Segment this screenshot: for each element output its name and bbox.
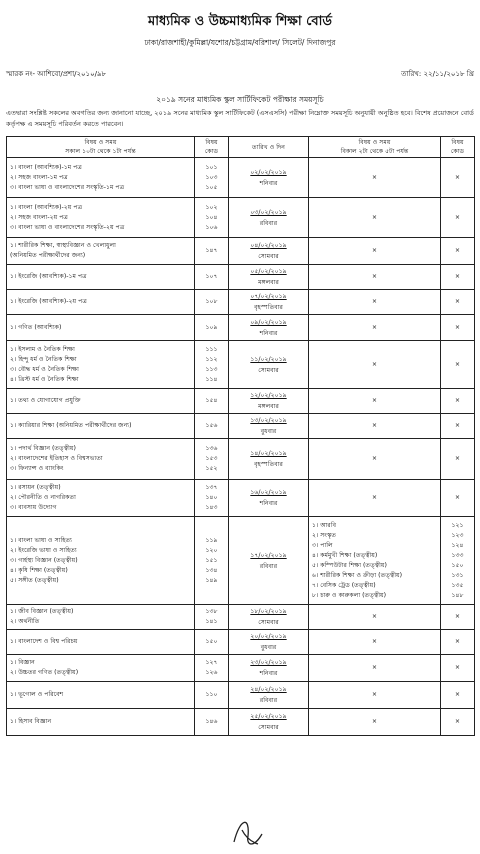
- afternoon-codes: [441, 315, 475, 341]
- afternoon-codes: [441, 630, 475, 655]
- signature: [228, 812, 268, 852]
- afternoon-subjects-line: ×: [371, 173, 378, 181]
- afternoon-subjects: [309, 414, 441, 439]
- subject-codes-line: ১১১: [205, 345, 218, 353]
- exam-date-day: [229, 630, 309, 655]
- exam-date: ১৭/০২/২০১৯: [250, 551, 287, 559]
- afternoon-codes-line: ×: [454, 494, 461, 501]
- subject-codes-line: ১১৪: [205, 375, 218, 383]
- afternoon-subjects-line: ৩। পালি: [312, 541, 333, 549]
- exam-day: সোমবার: [258, 366, 279, 374]
- afternoon-codes-line: ১২৪: [451, 541, 464, 549]
- morning-subjects-line: ২। ইংরেজি ভাষা ও সাহিত্য: [10, 546, 77, 554]
- afternoon-codes: [441, 439, 475, 480]
- exam-date-day: [229, 315, 309, 341]
- exam-date-day: [229, 517, 309, 605]
- memo-date: তারিখ: ২২/১১/২০১৮ খ্রি: [401, 70, 474, 78]
- exam-day: সোমবার: [258, 724, 279, 731]
- exam-day: রবিবার: [259, 219, 278, 227]
- subject-codes-line: ১০৫: [205, 183, 218, 191]
- afternoon-codes: [441, 655, 475, 682]
- exam-date: ১৬/০২/২০১৯: [250, 489, 287, 496]
- exam-date-day: [229, 414, 309, 439]
- subject-codes: [195, 315, 229, 341]
- exam-date-day: [229, 265, 309, 290]
- exam-date: ০২/০২/২০১৯: [250, 168, 287, 176]
- table-row: [7, 198, 475, 238]
- table-row: [7, 414, 475, 439]
- subject-codes-line: ১০৬: [205, 223, 218, 231]
- morning-subjects-line: ১। ইসলাম ও নৈতিক শিক্ষা: [10, 345, 75, 353]
- exam-date: ০৭/০২/২০১৯: [250, 293, 287, 300]
- table-row: [7, 655, 475, 682]
- afternoon-codes-line: ×: [454, 360, 461, 368]
- afternoon-codes-line: ×: [454, 247, 461, 254]
- afternoon-codes-line: ×: [454, 691, 461, 698]
- afternoon-subjects-line: ×: [371, 613, 378, 620]
- morning-subjects-line: (অনিয়মিত পরীক্ষার্থীদের জন্য): [10, 252, 86, 259]
- morning-subjects-line: ১। রসায়ন (তত্ত্বীয়): [10, 484, 61, 491]
- morning-subjects: [7, 630, 195, 655]
- table-row: [7, 315, 475, 341]
- morning-subjects-line: ১। শারীরিক শিক্ষা, স্বাস্থ্যবিজ্ঞান ও খেলাধুলা: [10, 242, 116, 249]
- exam-date: ১১/০২/২০১৯: [250, 355, 287, 363]
- memo-number: স্মারক নং- আশিবো/প্রশা/২০১০/৯৮: [6, 70, 107, 78]
- subject-codes-line: ১০১: [205, 163, 218, 171]
- afternoon-subjects: [309, 655, 441, 682]
- exam-day: শনিবার: [259, 329, 278, 337]
- subject-codes: [195, 158, 229, 198]
- intro-paragraph: এতদ্বারা সংশ্লিষ্ট সকলের অবগতির জন্য জানানো যাচ্ছে, ২০১৯ সনের মাধ্যমিক স্কুল সার্টিফিকেট (এসএসসি) পরীক্ষা নিম্নোক্ত সময়সূচি অনুযায়ী অনুষ্ঠিত হবে। বিশেষ প্রয়োজনে বোর্ড কর্তৃপক্ষ এ সময়সূচি পরিবর্তন করতে পারবেন।: [6, 109, 474, 128]
- subject-codes: [195, 655, 229, 682]
- exam-day: শনিবার: [259, 670, 278, 677]
- exam-date-day: [229, 655, 309, 682]
- morning-subjects-line: ১। বাংলা ভাষা ও সাহিত্য: [10, 536, 72, 544]
- subject-codes-line: ১০৮: [205, 298, 218, 305]
- subject-codes-line: ১৩৪: [205, 566, 218, 574]
- afternoon-codes-line: ১৩৫: [451, 581, 464, 589]
- table-row: [7, 630, 475, 655]
- exam-day: শনিবার: [259, 179, 278, 187]
- afternoon-subjects-line: ×: [371, 718, 378, 725]
- table-row: [7, 290, 475, 315]
- subject-codes: [195, 238, 229, 265]
- subject-codes-line: ১০৪: [205, 213, 218, 221]
- afternoon-subjects-line: ×: [371, 397, 378, 404]
- morning-subjects-line: ২। অর্থনীতি: [10, 618, 40, 625]
- morning-subjects-line: ২। উচ্চতর গণিত (তত্ত্বীয়): [10, 669, 79, 676]
- exam-day: মঙ্গলবার: [258, 403, 279, 410]
- subject-codes-line: ১১২: [205, 355, 218, 363]
- morning-subjects: [7, 439, 195, 480]
- header-morning-subject: [7, 137, 195, 158]
- exam-day: রবিবার: [259, 562, 278, 570]
- afternoon-codes-line: ×: [454, 173, 461, 181]
- morning-subjects-line: ৩। বৌদ্ধ ধর্ম ও নৈতিক শিক্ষা: [10, 365, 79, 373]
- afternoon-subjects: [309, 682, 441, 709]
- morning-subjects-line: ১। জীব বিজ্ঞান (তত্ত্বীয়): [10, 608, 74, 615]
- exam-date-day: [229, 238, 309, 265]
- morning-subjects: [7, 158, 195, 198]
- morning-subjects-line: ২। বাংলাদেশের ইতিহাস ও বিশ্বসভ্যতা: [10, 455, 103, 462]
- morning-subjects-line: ৩। গার্হস্থ্য বিজ্ঞান (তত্ত্বীয়): [10, 556, 78, 564]
- exam-date-day: [229, 389, 309, 414]
- afternoon-subjects-line: ×: [371, 494, 378, 501]
- afternoon-codes-line: ×: [454, 323, 461, 331]
- afternoon-subjects: [309, 709, 441, 736]
- subject-codes-line: ১৪০: [205, 494, 218, 501]
- subject-codes-line: ১২৬: [205, 669, 218, 676]
- subject-codes-line: ১৪৬: [205, 718, 218, 725]
- morning-subjects: [7, 265, 195, 290]
- exam-date-day: [229, 290, 309, 315]
- subject-codes-line: ১৪৩: [205, 504, 218, 511]
- morning-subjects-line: ১। পদার্থ বিজ্ঞান (তত্ত্বীয়): [10, 445, 76, 452]
- header-afternoon-time: বিকাল ২টা থেকে ৫টা পর্যন্ত: [340, 148, 409, 155]
- morning-subjects: [7, 709, 195, 736]
- morning-subjects-line: ১। বাংলা (আবশ্যিক)-২য় পত্র: [10, 203, 83, 211]
- exam-date-day: [229, 341, 309, 389]
- morning-subjects-line: ৩। বাংলা ভাষা ও বাংলাদেশের সংস্কৃতি-১ম পত্র: [10, 183, 125, 191]
- morning-subjects-line: ৩। ফিন্যান্স ও ব্যাংকিং: [10, 465, 64, 472]
- subject-codes-line: ১৪৭: [205, 247, 218, 254]
- subject-codes: [195, 605, 229, 630]
- morning-subjects-line: ১। ভূগোল ও পরিবেশ: [10, 691, 64, 698]
- morning-subjects-line: ১। ইংরেজি (আবশ্যিক)-২য় পত্র: [10, 298, 87, 305]
- afternoon-subjects-line: ×: [371, 664, 378, 671]
- subject-codes-line: ১২৭: [205, 659, 218, 666]
- morning-subjects-line: ৪। কৃষি শিক্ষা (তত্ত্বীয়): [10, 566, 68, 574]
- afternoon-subjects: [309, 389, 441, 414]
- morning-subjects-line: ২। সহজ বাংলা-১ম পত্র: [10, 173, 68, 181]
- subject-codes-line: ১০৯: [205, 323, 218, 331]
- subject-codes-line: ১৫২: [205, 465, 218, 472]
- afternoon-subjects-line: ১। আরবি: [312, 521, 337, 529]
- exam-date: ১৮/০২/২০১৯: [250, 608, 287, 615]
- morning-subjects: [7, 682, 195, 709]
- exam-date-day: [229, 682, 309, 709]
- exam-date: ১৪/০২/২০১৯: [250, 450, 287, 457]
- exam-date-day: [229, 480, 309, 517]
- header-afternoon-subject-label: বিষয় ও সময়: [358, 139, 391, 146]
- morning-subjects: [7, 290, 195, 315]
- subject-codes: [195, 341, 229, 389]
- afternoon-codes-line: ১২১: [451, 521, 464, 529]
- afternoon-codes-line: ×: [454, 613, 461, 620]
- afternoon-codes-line: ১৩৩: [451, 551, 464, 559]
- table-row: [7, 709, 475, 736]
- header-date-day: তারিখ ও দিন: [229, 137, 309, 158]
- exam-date: ০৪/০২/২০১৯: [250, 242, 287, 249]
- exam-date: ০৩/০২/২০১৯: [250, 208, 287, 216]
- table-header-row: [7, 137, 475, 158]
- afternoon-codes: [441, 158, 475, 198]
- exam-date: ২০/০২/২০১৯: [250, 633, 287, 640]
- afternoon-subjects-line: ×: [371, 691, 378, 698]
- exam-date-day: [229, 709, 309, 736]
- subject-codes-line: ১০২: [205, 203, 218, 211]
- afternoon-codes-line: ×: [454, 455, 461, 462]
- exam-date: ২৪/০২/২০১৯: [250, 686, 287, 693]
- subject-codes-line: ১৫১: [205, 556, 218, 564]
- afternoon-codes-line: ×: [454, 422, 461, 429]
- afternoon-codes: [441, 341, 475, 389]
- exam-date: ১৩/০২/২০১৯: [250, 417, 287, 424]
- afternoon-subjects: [309, 198, 441, 238]
- afternoon-codes-line: ×: [454, 664, 461, 671]
- morning-subjects-line: ১। হিসাব বিজ্ঞান: [10, 718, 52, 725]
- afternoon-subjects-line: ৬। শারীরিক শিক্ষা ও ক্রীড়া (তত্ত্বীয়): [312, 571, 403, 579]
- afternoon-subjects-line: ×: [371, 247, 378, 254]
- morning-subjects-line: ১। তথ্য ও যোগাযোগ প্রযুক্তি: [10, 397, 81, 404]
- table-row: [7, 480, 475, 517]
- exam-date: ২৩/০২/২০১৯: [250, 659, 287, 666]
- exam-date: ০৯/০২/২০১৯: [250, 318, 287, 326]
- exam-day: সোমবার: [258, 253, 279, 260]
- afternoon-codes-line: ×: [454, 273, 461, 280]
- afternoon-codes-line: ১৪৮: [451, 591, 464, 599]
- exam-day: সোমবার: [258, 619, 279, 626]
- morning-subjects-line: ১। বাংলা (আবশ্যিক)-১ম পত্র: [10, 163, 82, 171]
- afternoon-subjects: [309, 290, 441, 315]
- subject-codes-line: ১১০: [205, 691, 218, 698]
- morning-subjects-line: ৩। ব্যবসায় উদ্যোগ: [10, 504, 57, 511]
- afternoon-subjects-line: ×: [371, 360, 378, 368]
- subject-codes-line: ১৫৪: [205, 397, 218, 404]
- subject-codes: [195, 517, 229, 605]
- afternoon-subjects-line: ×: [371, 323, 378, 331]
- exam-date: ১২/০২/২০১৯: [250, 392, 287, 399]
- morning-subjects-line: ১। ইংরেজি (আবশ্যিক)-১ম পত্র: [10, 273, 87, 280]
- morning-subjects: [7, 389, 195, 414]
- afternoon-codes-line: ১২৩: [451, 531, 464, 539]
- exam-date-day: [229, 439, 309, 480]
- subject-codes-line: ১৩৮: [205, 608, 218, 615]
- afternoon-subjects: [309, 517, 441, 605]
- morning-subjects: [7, 238, 195, 265]
- afternoon-subjects: [309, 315, 441, 341]
- afternoon-codes: [441, 605, 475, 630]
- afternoon-subjects-line: ৮। চারু ও কারুকলা (তত্ত্বীয়): [312, 591, 387, 599]
- subject-codes: [195, 414, 229, 439]
- board-title: মাধ্যমিক ও উচ্চমাধ্যমিক শিক্ষা বোর্ড: [148, 14, 332, 29]
- table-row: [7, 389, 475, 414]
- morning-subjects: [7, 198, 195, 238]
- subject-codes: [195, 290, 229, 315]
- morning-subjects-line: ২। সহজ বাংলা-২য় পত্র: [10, 213, 68, 221]
- morning-subjects-line: ১। গণিত (আবশ্যিক): [10, 323, 62, 331]
- afternoon-codes-line: ×: [454, 718, 461, 725]
- afternoon-subjects-line: ২। সংস্কৃত: [312, 531, 337, 539]
- afternoon-codes: [441, 265, 475, 290]
- afternoon-codes-line: ১৩১: [451, 571, 464, 579]
- morning-subjects-line: ২। পৌরনীতি ও নাগরিকতা: [10, 494, 76, 501]
- afternoon-subjects-line: ×: [371, 422, 378, 429]
- afternoon-codes: [441, 682, 475, 709]
- exam-date: ২৫/০২/২০১৯: [250, 713, 287, 720]
- table-row: [7, 439, 475, 480]
- afternoon-codes: [441, 480, 475, 517]
- exam-schedule-table: [6, 136, 475, 736]
- morning-subjects: [7, 315, 195, 341]
- afternoon-subjects: [309, 605, 441, 630]
- afternoon-subjects: [309, 238, 441, 265]
- afternoon-codes: [441, 198, 475, 238]
- table-row: [7, 605, 475, 630]
- header-morning-time: সকাল ১০টা থেকে ১টা পর্যন্ত: [65, 148, 136, 155]
- table-row: [7, 517, 475, 605]
- morning-subjects-line: ২। হিন্দু ধর্ম ও নৈতিক শিক্ষা: [10, 355, 77, 363]
- afternoon-codes: [441, 709, 475, 736]
- morning-subjects-line: ৪। খ্রিস্ট ধর্ম ও নৈতিক শিক্ষা: [10, 375, 79, 383]
- subject-codes-line: ১৫৬: [205, 422, 218, 429]
- exam-date-day: [229, 198, 309, 238]
- subject-codes: [195, 265, 229, 290]
- afternoon-subjects-line: ×: [371, 273, 378, 280]
- afternoon-codes: [441, 290, 475, 315]
- afternoon-subjects: [309, 480, 441, 517]
- subject-codes-line: ১৪১: [205, 618, 218, 625]
- afternoon-subjects: [309, 341, 441, 389]
- morning-subjects: [7, 605, 195, 630]
- subject-codes-line: ১৫৩: [205, 455, 218, 462]
- morning-subjects: [7, 480, 195, 517]
- afternoon-subjects-line: ৭। বেসিক ট্রেড (তত্ত্বীয়): [312, 581, 376, 589]
- table-row: [7, 265, 475, 290]
- afternoon-subjects-line: ৫। কম্পিউটার শিক্ষা (তত্ত্বীয়): [312, 561, 387, 569]
- subject-codes-line: ১০৭: [205, 273, 218, 280]
- exam-day: শনিবার: [259, 500, 278, 507]
- afternoon-codes-line: ১৫০: [451, 561, 464, 569]
- exam-day: বুধবার: [260, 428, 277, 435]
- table-row: [7, 238, 475, 265]
- morning-subjects: [7, 414, 195, 439]
- header-afternoon-subject: [309, 137, 441, 158]
- afternoon-subjects: [309, 158, 441, 198]
- exam-date: ০৫/০২/২০১৯: [250, 268, 287, 275]
- afternoon-subjects-line: ×: [371, 455, 378, 462]
- table-row: [7, 682, 475, 709]
- morning-subjects-line: ৩। বাংলা ভাষা ও বাংলাদেশের সংস্কৃতি-২য় পত্র: [10, 223, 125, 231]
- table-row: [7, 341, 475, 389]
- schedule-heading: ২০১৯ সনের মাধ্যমিক স্কুল সার্টিফিকেট পরীক্ষার সময়সূচি: [156, 95, 324, 104]
- morning-subjects-line: ১। বিজ্ঞান: [10, 659, 35, 666]
- header-code: বিষয় কোড: [195, 137, 229, 158]
- subject-codes: [195, 198, 229, 238]
- afternoon-codes: [441, 238, 475, 265]
- board-subtitle: ঢাকা/রাজশাহী/কুমিল্লা/যশোর/চট্টগ্রাম/বরিশাল/ সিলেট/ দিনাজপুর: [144, 38, 336, 47]
- morning-subjects: [7, 655, 195, 682]
- subject-codes: [195, 709, 229, 736]
- afternoon-subjects-line: ×: [371, 638, 378, 645]
- subject-codes: [195, 630, 229, 655]
- morning-subjects-line: ৫। সঙ্গীত (তত্ত্বীয়): [10, 576, 59, 584]
- morning-subjects-line: ১। ক্যারিয়ার শিক্ষা (অনিয়মিত পরীক্ষার্থীদের জন্য): [10, 422, 132, 429]
- exam-day: বুধবার: [260, 644, 277, 651]
- subject-codes-line: ১৩৭: [205, 484, 218, 491]
- exam-day: বৃহস্পতিবার: [254, 304, 283, 311]
- subject-codes-line: ১১৯: [205, 536, 218, 544]
- exam-day: মঙ্গলবার: [258, 279, 279, 286]
- afternoon-subjects: [309, 439, 441, 480]
- exam-date-day: [229, 158, 309, 198]
- morning-subjects: [7, 517, 195, 605]
- header-morning-subject-label: বিষয় ও সময়: [84, 139, 117, 146]
- afternoon-codes-line: ×: [454, 213, 461, 221]
- morning-subjects-line: ১। বাংলাদেশ ও বিশ্ব পরিচয়: [10, 638, 78, 645]
- subject-codes: [195, 389, 229, 414]
- morning-subjects: [7, 341, 195, 389]
- afternoon-subjects-line: ×: [371, 213, 378, 221]
- afternoon-subjects: [309, 630, 441, 655]
- afternoon-subjects: [309, 265, 441, 290]
- subject-codes-line: ১২০: [205, 546, 218, 554]
- afternoon-subjects-line: ৪। কর্মমুখী শিক্ষা (তত্ত্বীয়): [312, 551, 378, 559]
- afternoon-codes-line: ×: [454, 638, 461, 645]
- subject-codes-line: ১০৩: [205, 173, 218, 181]
- header-code-2: বিষয় কোড: [441, 137, 475, 158]
- exam-day: বৃহস্পতিবার: [254, 461, 283, 468]
- exam-date-day: [229, 605, 309, 630]
- afternoon-codes-line: ×: [454, 397, 461, 404]
- exam-day: রবিবার: [259, 697, 278, 704]
- table-row: [7, 158, 475, 198]
- subject-codes: [195, 439, 229, 480]
- afternoon-codes: [441, 414, 475, 439]
- subject-codes: [195, 480, 229, 517]
- afternoon-codes: [441, 517, 475, 605]
- subject-codes-line: ১৩৬: [205, 445, 218, 452]
- subject-codes-line: ১৪৯: [205, 576, 218, 584]
- subject-codes: [195, 682, 229, 709]
- afternoon-codes-line: ×: [454, 298, 461, 305]
- afternoon-subjects-line: ×: [371, 298, 378, 305]
- subject-codes-line: ১১৩: [205, 365, 218, 373]
- subject-codes-line: ১৫০: [205, 638, 218, 645]
- afternoon-codes: [441, 389, 475, 414]
